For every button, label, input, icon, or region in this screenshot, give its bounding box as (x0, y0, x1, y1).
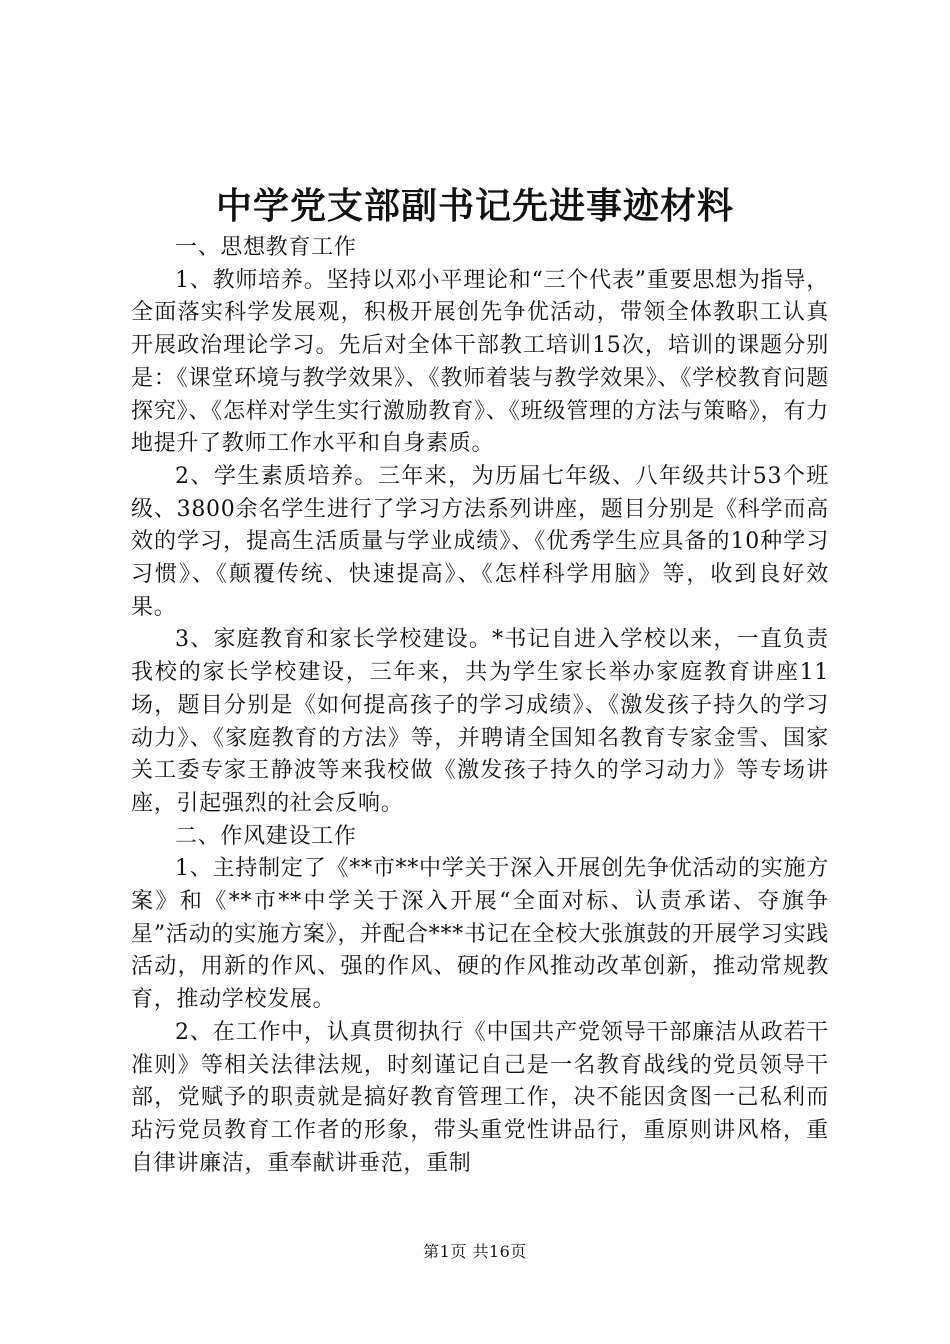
paragraph-teacher-training: 1、教师培养。坚持以邓小平理论和“三个代表”重要思想为指导，全面落实科学发展观，积极开展创先争优活动，带领全体教职工认真开展政治理论学习。先后对全体干部教工培训15次，培训的课题分别是：《课堂环境与教学效果》、《教师着装与教学效果》、《学校教育问题探究》、《怎样对学生实行激励教育》、《班级管理的方法与策略》，有力地提升了教师工作水平和自身素质。 (131, 267, 829, 457)
document-body (131, 232, 829, 1180)
page-footer: 第1页 共16页 (423, 1242, 527, 1261)
paragraph-integrity: 2、在工作中，认真贯彻执行《中国共产党领导干部廉洁从政若干准则》等相关法律法规，时刻谨记自己是一名教育战线的党员领导干部，党赋予的职责就是搞好教育管理工作，决不能因贪图一己私利而玷污党员教育工作者的形象，带头重党性讲品行，重原则讲风格，重自律讲廉洁，重奉献讲垂范，重制 (131, 1019, 829, 1176)
section-heading-2: 二、作风建设工作 (175, 823, 357, 849)
paragraph-work-plan: 1、主持制定了《**市**中学关于深入开展创先争优活动的实施方案》和《**市**中学关于深入开展“全面对标、认责承诺、夺旗争星”活动的实施方案》，并配合***书记在全校大张旗鼓的开展学习实践活动，用新的作风、强的作风、硬的作风推动改革创新，推动常规教育，推动学校发展。 (131, 856, 829, 1013)
paragraph-family-education: 3、家庭教育和家长学校建设。*书记自进入学校以来，一直负责我校的家长学校建设，三年来，共为学生家长举办家庭教育讲座11场，题目分别是《如何提高孩子的学习成绩》、《激发孩子持久的学习动力》、《家庭教育的方法》等，并聘请全国知名教育专家金雪、国家关工委专家王静波等来我校做《激发孩子持久的学习动力》等专场讲座，引起强烈的社会反响。 (131, 627, 829, 816)
document-title: 中学党支部副书记先进事迹材料 (215, 186, 734, 227)
paragraph-student-quality: 2、学生素质培养。三年来，为历届七年级、八年级共计53个班级、3800余名学生进行了学习方法系列讲座，题目分别是《科学而高效的学习，提高生活质量与学业成绩》、《优秀学生应具备的10种学习习惯》、《颠覆传统、快速提高》、《怎样科学用脑》等，收到良好效果。 (131, 463, 829, 620)
section-heading-1: 一、思想教育工作 (175, 235, 357, 260)
